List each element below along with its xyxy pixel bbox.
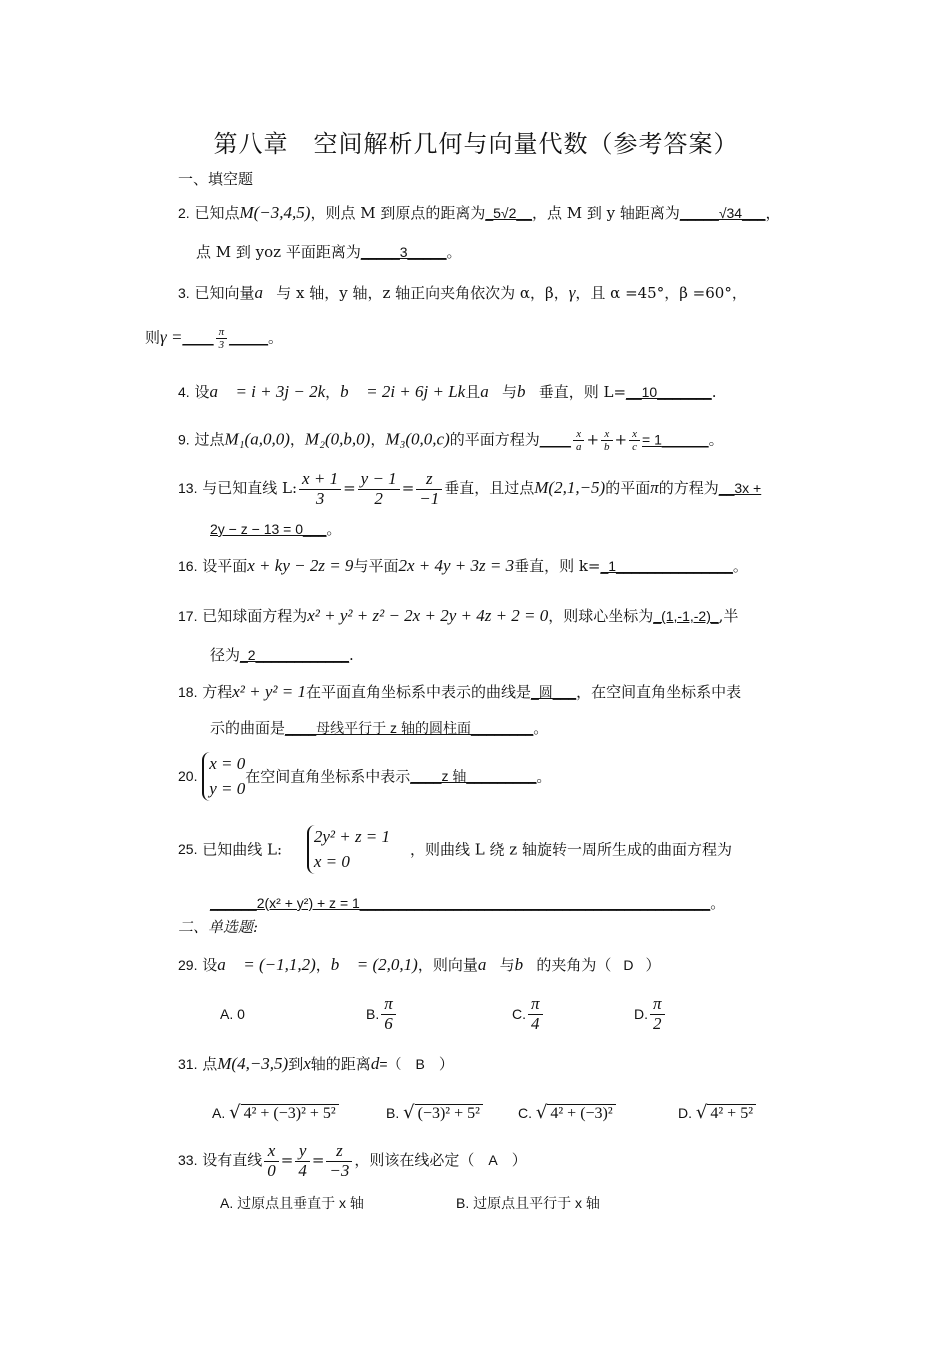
answer: 2y − z − 13 = 0___ [210, 521, 327, 537]
option-d: D. √ 4² + 5² [678, 1102, 756, 1123]
answer: _(1,-1,-2)_ [653, 608, 719, 624]
question-25-cont: ______2(x² + y²) + z = 1_____________________________________________。 [210, 894, 726, 912]
question-3-cont: 则γ =____ $\frac{\pi}{3}$ _____。 [145, 326, 284, 352]
question-9: 9. 过点M₁(a,0,0)，M₂(0,b,0)，M₃(0,0,c)的平面方程为____ $\frac{x}{a}$ + $\frac{x}{b}$ + $\frac{x}{c}$ = 1______。 [178, 428, 724, 454]
question-13-cont: 2y − z − 13 = 0___。 [210, 520, 342, 538]
question-20: 20. x = 0 y = 0 在空间直角坐标系中表示____z 轴_________。 [178, 752, 551, 801]
answer: _____3_____ [360, 244, 447, 260]
question-3: 3. 已知向量a⃗与 x 轴，y 轴，z 轴正向夹角依次为 α，β，γ，且 α =45°，β =60°， [178, 283, 747, 302]
answer: __10_______ [626, 384, 712, 400]
option-b: B. 过原点且平行于 x 轴 [456, 1195, 600, 1211]
answer: _5√2__ [485, 205, 532, 221]
question-18-cont: 示的曲面是____母线平行于 z 轴的圆柱面________。 [210, 719, 549, 737]
answer: _____√34___ [679, 205, 766, 221]
equation-system: x = 0 y = 0 [202, 752, 245, 801]
option-b: B. √ (−3)² + 5² [386, 1102, 483, 1123]
question-2: 2. 已知点M(−3,4,5)，则点 M 到原点的距离为_5√2__，点 M 到 y 轴距离为_____√34___， [178, 203, 781, 222]
question-25: 25. 已知曲线 L: 2y² + z = 1 x = 0 ，则曲线 L 绕 z 轴旋转一周所生成的曲面方程为 [178, 825, 732, 874]
option-a: A. √ 4² + (−3)² + 5² [212, 1102, 339, 1123]
answer: ______2(x² + y²) + z = 1_____________________________________________ [210, 895, 711, 911]
answer: __3x + [718, 480, 762, 497]
option-a: A. 0 [220, 1006, 245, 1022]
option-a: A. 过原点且垂直于 x 轴 [220, 1195, 364, 1211]
answer: B [415, 1056, 425, 1072]
option-b: B. $\frac{\pi}{6}$ [366, 995, 398, 1033]
option-c: C. √ 4² + (−3)² [518, 1102, 616, 1123]
question-31: 31. 点M(4,−3,5)到x轴的距离d=（ B ） [178, 1054, 454, 1073]
answer: D [623, 957, 634, 973]
section-fill-in: 一、填空题 [178, 170, 254, 188]
answer: ____母线平行于 z 轴的圆柱面________ [285, 720, 534, 736]
answer: _2____________ [240, 647, 350, 663]
question-13: 13. 与已知直线 L: $\frac{x + 1}{3}$ = $\frac{y - 1}{2}$ = $\frac{z}{-1}$ 垂直，且过点M(2,1,−5)的平面π的方程为__3x + [178, 469, 762, 508]
question-17-cont: 径为_2____________. [210, 646, 354, 664]
option-d: D. $\frac{\pi}{2}$ [634, 995, 667, 1033]
question-16: 16. 设平面x + ky − 2z = 9与平面2x + 4y + 3z = 3垂直，则 k=_1_______________。 [178, 556, 748, 575]
fraction: $\frac{\pi}{3}$ [216, 326, 228, 351]
answer: A [488, 1152, 498, 1169]
answer: ____z 轴_________ [410, 768, 537, 785]
question-2-cont: 点 M 到 yoz 平面距离为_____3_____。 [196, 243, 462, 261]
answer: _1_______________ [600, 558, 733, 574]
equation-system: 2y² + z = 1 x = 0 [307, 825, 390, 874]
page-title: 第八章 空间解析几何与向量代数（参考答案） [213, 130, 739, 158]
section-single-choice: 二、单选题: [178, 918, 259, 936]
question-33: 33. 设有直线 $\frac{x}{0}$ = $\frac{y}{4}$ = $\frac{z}{-3}$ ，则该在线必定（ A ） [178, 1141, 527, 1180]
question-4: 4. 设a⃗ = i + 3j − 2k，b⃗ = 2i + 6j + Lk且a⃗与b⃗垂直，则 L=__10_______. [178, 382, 717, 401]
question-17: 17. 已知球面方程为x² + y² + z² − 2x + 2y + 4z + 2 = 0，则球心坐标为_(1,-1,-2)_,半 [178, 606, 739, 625]
answer: _圆___ [531, 684, 577, 700]
question-29: 29. 设a⃗ = (−1,1,2)，b⃗ = (2,0,1)，则向量a⃗与b⃗的夹角为（ D ） [178, 955, 661, 974]
option-c: C. $\frac{\pi}{4}$ [512, 995, 545, 1033]
question-18: 18. 方程x² + y² = 1在平面直角坐标系中表示的曲线是_圆___，在空间直角坐标系中表 [178, 682, 742, 701]
